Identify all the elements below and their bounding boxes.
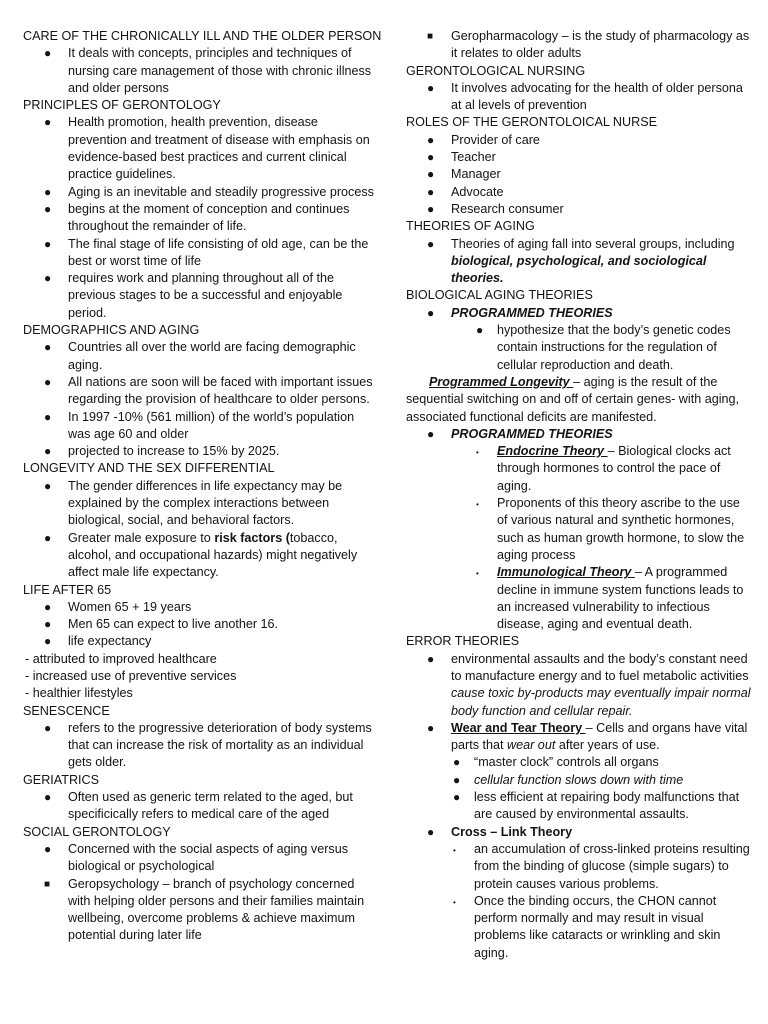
list-item: ● All nations are soon will be faced with important issues regarding the provision of healthcare to older persons.: [44, 374, 373, 407]
list-item: ● Health promotion, health prevention, disease prevention and treatment of disease with emphasis on evidence-based best practices and current clinical practice guidelines.: [44, 115, 370, 182]
bullet-icon: ●: [44, 374, 52, 389]
bullet-icon: ●: [44, 409, 52, 424]
list-item: ■ Geropsychology – branch of psychology concerned with helping older persons and their families maintain wellbeing, overcome problems & achieve maximum potential during later life: [44, 876, 365, 943]
small-bullet-icon: •: [453, 845, 456, 855]
bullet-icon: ●: [44, 634, 52, 649]
list-item: ● The final stage of life consisting of old age, can be the best or worst time of life: [44, 236, 369, 268]
list-item: ● In 1997 -10% (561 million) of the world’s population was age 60 and older: [44, 409, 355, 441]
list-item: ● Often used as generic term related to the aged, but specificically refers to medical care of the aged: [44, 790, 353, 822]
bullet-icon: ●: [427, 167, 435, 182]
square-bullet-icon: ■: [427, 31, 434, 42]
list-item: • Once the binding occurs, the CHON cannot perform normally and may result in visual problems like cataracts or wrinkling and skin aging.: [453, 893, 721, 960]
list-item: ● Research consumer: [406, 201, 751, 218]
bullet-icon: ●: [476, 323, 484, 338]
bullet-icon: ●: [427, 651, 435, 666]
list-item: ● Aging is an inevitable and steadily progressive process: [23, 184, 375, 201]
bullet-icon: ●: [44, 271, 52, 286]
bullet-icon: ●: [427, 150, 435, 165]
heading-demographics: DEMOGRAPHICS AND AGING: [23, 323, 200, 338]
bullet-icon: ●: [427, 720, 435, 735]
list-item: ● Manager: [406, 166, 751, 183]
list-item: ● begins at the moment of conception and continues throughout the remainder of life.: [44, 201, 350, 234]
bullet-icon: ●: [44, 530, 52, 545]
bullet-icon: ●: [44, 46, 52, 61]
heading-senescence: SENESCENCE: [23, 703, 110, 718]
list-item: ● Concerned with the social aspects of aging versus biological or psychological: [44, 841, 349, 874]
dash-item: - attributed to improved healthcare: [25, 651, 217, 666]
small-bullet-icon: •: [476, 569, 479, 579]
bullet-icon: ●: [427, 80, 435, 95]
bullet-icon: ●: [44, 201, 52, 216]
list-item: ● “master clock” controls all organs: [406, 754, 751, 771]
bullet-icon: ●: [427, 236, 435, 251]
heading-geriatrics: GERIATRICS: [23, 772, 100, 787]
bullet-icon: ●: [427, 426, 435, 441]
bullet-icon: ●: [453, 772, 461, 787]
bullet-icon: ●: [44, 841, 52, 856]
heading-error-theories: ERROR THEORIES: [406, 634, 520, 649]
list-item: • Immunological Theory – A programmed decline in immune system functions leads to an increased vulnerability to infectious disease, aging and eventual death.: [476, 565, 744, 632]
list-item: ● Advocate: [406, 184, 751, 201]
list-item: ● Cross – Link Theory: [406, 824, 751, 841]
list-item: ● hypothesize that the body’s genetic codes contain instructions for the regulation of cellular reproduction and death.: [476, 323, 731, 372]
bullet-icon: ●: [427, 132, 435, 147]
list-item: ● Provider of care: [406, 132, 751, 149]
list-item: ● Theories of aging fall into several groups, including biological, psychological, and sociological theories.: [427, 236, 735, 286]
heading-care: CARE OF THE CHRONICALLY ILL AND THE OLDER PERSON: [23, 29, 382, 43]
list-item: • an accumulation of cross-linked proteins resulting from the binding of glucose (simple sugars) to protein causes various problems.: [453, 841, 750, 891]
list-item: ● It involves advocating for the health of older persona at al levels of prevention: [427, 80, 743, 113]
list-item: ● Women 65 + 19 years: [23, 599, 375, 616]
bullet-icon: ●: [44, 184, 52, 199]
list-item: ● The gender differences in life expectancy may be explained by the complex interactions between biological, social, and behavioral factors.: [44, 478, 343, 528]
list-item: ● Greater male exposure to risk factors (tobacco, alcohol, and occupational hazards) might negatively affect male life expectancy.: [44, 530, 358, 580]
heading-principles: PRINCIPLES OF GERONTOLOGY: [23, 98, 221, 113]
bullet-icon: ●: [44, 115, 52, 130]
heading-biological-aging: BIOLOGICAL AGING THEORIES: [406, 288, 593, 303]
list-item: ● requires work and planning throughout all of the previous stages to be a successful and enjoyable period.: [44, 271, 343, 320]
list-item: ● environmental assaults and the body’s constant need to manufacture energy and to fuel metabolic activities cause toxic by-products may eventually impair normal body function and cellular repair.: [427, 651, 751, 718]
list-item: ● projected to increase to 15% by 2025.: [23, 443, 375, 460]
square-bullet-icon: ■: [44, 878, 51, 890]
list-item: • Proponents of this theory ascribe to the use of various natural and synthetic hormones, such as human growth hormone, to slow the aging process: [476, 496, 745, 562]
bullet-icon: ●: [44, 790, 52, 805]
bullet-icon: ●: [427, 305, 435, 320]
dash-item: - healthier lifestyles: [25, 686, 133, 701]
heading-life-after-65: LIFE AFTER 65: [23, 582, 112, 597]
list-item: ● PROGRAMMED THEORIES: [406, 426, 751, 443]
list-item: ● Wear and Tear Theory – Cells and organs have vital parts that wear out after years of use.: [427, 720, 748, 753]
small-bullet-icon: •: [476, 448, 479, 458]
bullet-icon: ●: [44, 617, 52, 632]
left-column: [23, 28, 382, 945]
bullet-icon: ●: [44, 478, 52, 493]
heading-social-gerontology: SOCIAL GERONTOLOGY: [23, 824, 171, 839]
bullet-icon: ●: [44, 236, 52, 251]
bullet-icon: ●: [44, 720, 52, 735]
bullet-icon: ●: [427, 824, 435, 839]
bullet-icon: ●: [44, 444, 52, 459]
right-column: [406, 28, 751, 962]
list-item: ● It deals with concepts, principles and techniques of nursing care management of those with chronic illness and older persons: [44, 46, 372, 95]
bullet-icon: ●: [44, 599, 52, 614]
small-bullet-icon: •: [476, 500, 479, 510]
list-item: ● Men 65 can expect to live another 16.: [23, 616, 375, 633]
list-item: ■ Geropharmacology – is the study of pharmacology as it relates to older adults: [427, 29, 750, 61]
heading-gerontological-nursing: GERONTOLOGICAL NURSING: [406, 63, 586, 78]
bullet-icon: ●: [44, 340, 52, 355]
dash-item: - increased use of preventive services: [25, 668, 237, 683]
paragraph-programmed-longevity: Programmed Longevity – aging is the result of the sequential switching on and off of certain genes- with aging, associated functional deficits are manifested.: [406, 374, 740, 424]
list-item: • Endocrine Theory – Biological clocks act through hormones to control the pace of aging.: [476, 444, 731, 493]
bullet-icon: ●: [453, 790, 461, 805]
small-bullet-icon: •: [453, 897, 456, 907]
bullet-icon: ●: [453, 755, 461, 770]
list-item: ● less efficient at repairing body malfunctions that are caused by environmental assaults.: [453, 790, 740, 822]
bullet-icon: ●: [427, 201, 435, 216]
heading-longevity: LONGEVITY AND THE SEX DIFFERENTIAL: [23, 461, 275, 476]
list-item: ● cellular function slows down with time: [406, 772, 751, 789]
list-item: ● life expectancy: [23, 633, 375, 650]
list-item: ● PROGRAMMED THEORIES: [406, 305, 751, 322]
heading-roles: ROLES OF THE GERONTOLOICAL NURSE: [406, 115, 657, 130]
bullet-icon: ●: [427, 184, 435, 199]
list-item: ● refers to the progressive deterioration of body systems that can increase the risk of mortality as an individual gets older.: [44, 720, 372, 770]
list-item: ● Teacher: [406, 149, 751, 166]
list-item: ● Countries all over the world are facing demographic aging.: [44, 340, 356, 372]
heading-theories-of-aging: THEORIES OF AGING: [406, 219, 535, 234]
